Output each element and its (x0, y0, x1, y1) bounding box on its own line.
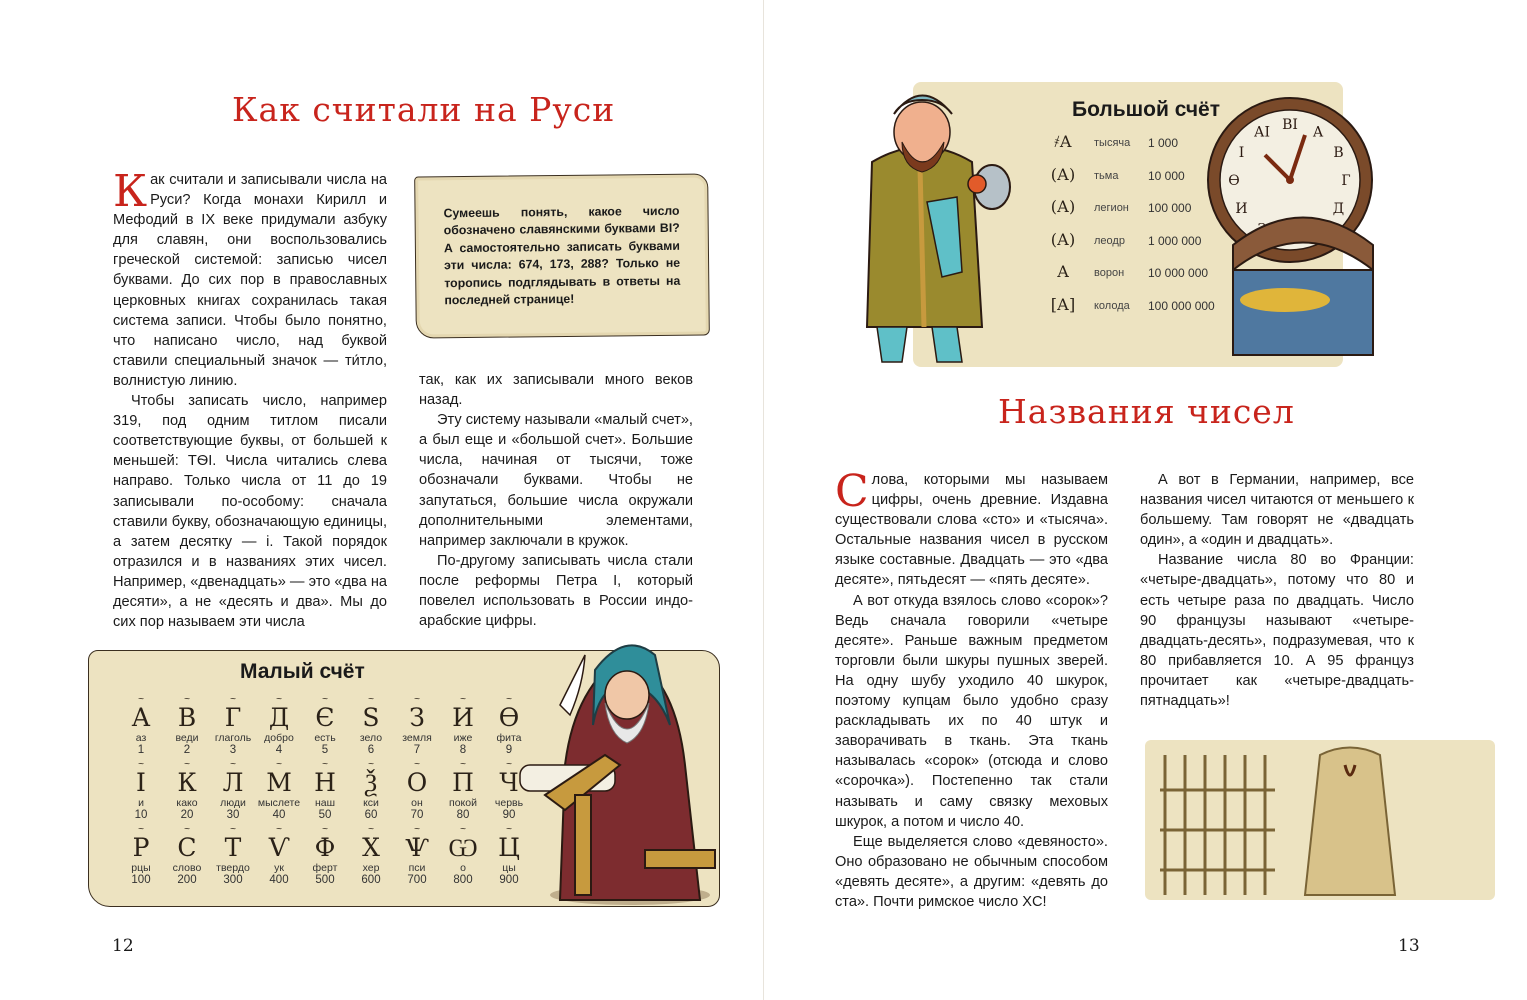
slavonic-letter: Л (222, 768, 244, 797)
dropcap-s: С (835, 466, 869, 517)
letter-name: и (138, 797, 144, 809)
letter-name: хер (362, 862, 380, 874)
titlo-mark: ~ (506, 759, 512, 770)
left-col1-paragraph-2: Чтобы записать число, например 319, под одним титлом писали соответствующие буквы, от большей к меньшей: ТѲІ. Числа читались слева направо. Только числа от 11 до 19 записывали по-особому: сначала ставили букву, обозначающую единицы, а затем десятку — і. Такой порядок отразился и в названиях этих чисел. Например, «двенадцать» — это «два на десяти», а не «десять и два». Мы до сих пор называем эти числа (113, 393, 387, 631)
slavonic-letter: S (362, 703, 380, 732)
titlo-mark: ~ (414, 824, 420, 835)
titlo-mark: ~ (184, 759, 190, 770)
slavonic-letter: Є (315, 703, 335, 732)
letter-value: 1 (137, 744, 145, 756)
slavonic-letter: Ф (314, 833, 336, 862)
right-col2-paragraph-1: А вот в Германии, например, все названия чисел читаются от меньшего к большему. Там говорят не «двадцать один», а «один и двадцать». (1140, 472, 1414, 549)
big-count-name: леодр (1094, 234, 1125, 247)
titlo-mark: ~ (276, 824, 282, 835)
right-col1-paragraph-3: Еще выделяется слово «девяносто». Оно образовано не обычным способом «девять десяте», а другим: «девять до ста». Почти римское число XC! (835, 833, 1108, 910)
titlo-mark: ~ (460, 824, 466, 835)
right-col2-paragraph-2: Название числа 80 во Франции: «четыре-двадцать», потому что 80 и есть четыре раза по двадцать. Число 90 французы называют «четыре-двадцать-десять», подразумевая, что к 80 прибавляется 10. А 95 француз прочитает как «четыре-двадцать-пятнадцать»! (1140, 552, 1414, 710)
titlo-mark: ~ (230, 694, 236, 705)
letter-value: 50 (318, 809, 332, 821)
letter-value: 600 (361, 874, 381, 886)
titlo-mark: ~ (414, 759, 420, 770)
letter-value: 2 (183, 744, 191, 756)
titlo-mark: ~ (230, 824, 236, 835)
titlo-mark: ~ (414, 694, 420, 705)
left-col2-paragraph-3: По-другому записывать числа стали после реформы Петра I, который повелел использовать в России индо-арабские цифры. (419, 552, 693, 630)
slavonic-letter: Ѳ (498, 703, 520, 732)
slavonic-letter: Д (268, 703, 290, 732)
big-count-name: тьма (1094, 169, 1119, 182)
letter-name: слово (172, 862, 202, 874)
big-count-name: ворон (1094, 267, 1125, 279)
letter-value: 200 (177, 874, 197, 886)
letter-value: 30 (226, 809, 240, 821)
titlo-mark: ~ (138, 694, 144, 705)
dropcap-k: К (113, 166, 148, 217)
letter-name: он (411, 797, 423, 809)
puzzle-note-parchment (414, 173, 710, 338)
letter-value: 800 (453, 874, 473, 886)
letter-value: 3 (229, 744, 237, 756)
titlo-mark: ~ (460, 694, 466, 705)
letter-name: како (176, 797, 198, 809)
big-count-symbol: (А) (1050, 229, 1076, 249)
left-col2-paragraph-1: так, как их записывали много веков назад. (419, 372, 693, 409)
big-count-symbol: (А) (1050, 197, 1076, 216)
titlo-mark: ~ (506, 694, 512, 705)
letter-name: пси (408, 862, 426, 874)
slavonic-letter: З (409, 703, 425, 732)
slavonic-letter: Р (132, 833, 150, 862)
titlo-mark: ~ (184, 824, 190, 835)
letter-name: кси (363, 797, 379, 809)
slavonic-letter: П (452, 768, 474, 797)
small-count-title: Малый счёт (240, 660, 365, 683)
letter-name: ферт (312, 862, 338, 874)
slavonic-letter: І (136, 768, 146, 797)
letter-name: червь (494, 797, 524, 809)
letter-name: есть (314, 732, 336, 744)
slavonic-letter: С (177, 833, 197, 862)
letter-value: 6 (367, 744, 375, 756)
merchant-illustration (832, 72, 1022, 372)
left-col2-paragraph-2: Эту систему называли «малый счет», а был еще и «большой счет». Большие числа, начиная от тысячи, тоже обозначали буквами. Чтобы не запутаться, большие числа окружали дополнительными элементами, например заключали в кружок. (419, 412, 693, 549)
letter-name: иже (453, 732, 473, 744)
page-number-left: 12 (112, 936, 134, 956)
letter-name: цы (502, 862, 516, 874)
big-count-symbol: ҂А (1054, 132, 1072, 151)
slavonic-letter: Т (224, 833, 242, 862)
titlo-mark: ~ (184, 694, 190, 705)
letter-name: рцы (131, 862, 151, 874)
titlo-mark: ~ (322, 694, 328, 705)
letter-value: 20 (180, 809, 194, 821)
letter-name: аз (135, 732, 147, 744)
left-column-1 (113, 166, 387, 632)
slavonic-letter: Ц (498, 833, 520, 862)
slavonic-letter: А (131, 703, 151, 732)
letter-value: 400 (269, 874, 289, 886)
slavonic-letter: Х (362, 833, 380, 862)
titlo-mark: ~ (276, 694, 282, 705)
letter-name: глаголь (214, 732, 252, 744)
big-count-name: колода (1094, 299, 1130, 312)
clock-numeral: АІ (1253, 124, 1271, 141)
letter-name: мыслете (257, 797, 301, 809)
letter-value: 300 (223, 874, 243, 886)
clock-numeral: В (1333, 145, 1344, 161)
big-count-value: 100 000 000 (1148, 298, 1215, 313)
letter-name: твердо (216, 862, 250, 874)
clock-numeral: І (1238, 145, 1245, 161)
letter-name: веди (175, 732, 199, 744)
titlo-mark: ~ (460, 759, 466, 770)
letter-value: 5 (321, 744, 329, 756)
letter-value: 70 (410, 809, 424, 821)
letter-name: о (460, 862, 466, 874)
clock-numeral: ВІ (1282, 117, 1298, 133)
slavonic-letter: Ч (499, 768, 519, 797)
slavonic-letter: И (452, 703, 474, 732)
letter-value: 100 (131, 874, 151, 886)
letter-name: зело (359, 732, 383, 744)
clock-numeral: Г (1341, 173, 1351, 189)
letter-name: ук (274, 862, 284, 874)
page-title-right: Названия чисел (998, 392, 1295, 431)
clock-numeral: А (1312, 124, 1324, 141)
titlo-mark: ~ (322, 759, 328, 770)
big-count-symbol: (А) (1050, 164, 1076, 184)
titlo-mark: ~ (322, 824, 328, 835)
right-col1-paragraph-2: А вот откуда взялось слово «сорок»? Ведь сначала говорили «четыре десяте». Раньше важным предметом торговли были шкуры пушных зверей. На одну шубу уходило 40 шкурок, поэтому купцам было удобно сразу раскладывать их по 40 штук и заворачивать в ткань. Эта ткань называлась «сорок» (отсюда и слово «сорочка»). Постепенно так стали называть и саму связку меховых шкурок, а потом и число 40. (835, 592, 1108, 830)
fur-pelts-illustration (1150, 735, 1420, 905)
letter-value: 4 (275, 744, 283, 756)
letter-value: 500 (315, 874, 335, 886)
slavonic-letter: Ѱ (405, 833, 429, 862)
big-count-symbol: А (1056, 262, 1070, 281)
slavonic-letter: Г (224, 703, 242, 732)
big-count-value: 100 000 (1148, 201, 1192, 215)
clock-numeral: Ѳ (1228, 173, 1240, 189)
right-column-2 (1140, 470, 1414, 711)
letter-name: покой (449, 797, 477, 809)
letter-value: 10 (134, 809, 148, 821)
slavonic-letter: Ѡ (448, 833, 478, 862)
slavonic-letter: Н (314, 768, 336, 797)
letter-value: 7 (413, 744, 421, 756)
right-col1-paragraph-1: лова, которыми мы называем цифры, очень древние. Издавна существовали слова «сто» и «тысяча». Остальные названия чисел в русском языке составные. Двадцать — это «два десяте», пятьдесят — «пять десяте». (835, 472, 1108, 589)
big-count-name: легион (1094, 202, 1129, 214)
left-col1-paragraph-1: ак считали и записывали числа на Руси? Когда монахи Кирилл и Мефодий в IX веке придумали азбуку для славян, они воспользовались греческой системой: записью чисел буквами. До сих пор в православных церковных книгах сохранилась такая система записи. Чтобы было понятно, что написано число, над буквой ставили специальный значок — ти́тло, волнистую линию. (113, 172, 387, 389)
letter-name: фита (496, 732, 522, 744)
slavonic-letter: М (266, 768, 292, 797)
left-column-2 (419, 370, 693, 631)
titlo-mark: ~ (368, 694, 374, 705)
letter-value: 90 (502, 809, 516, 821)
page-title-left: Как считали на Руси (232, 90, 616, 129)
clock-numeral: Д (1332, 201, 1345, 217)
titlo-mark: ~ (276, 759, 282, 770)
letter-value: 8 (459, 744, 467, 756)
letter-value: 80 (456, 809, 470, 821)
big-count-value: 10 000 (1148, 168, 1185, 183)
letter-name: наш (314, 797, 336, 809)
letter-name: земля (402, 732, 432, 744)
slavonic-letter: Ѵ (268, 833, 290, 862)
slavonic-letter: В (177, 703, 197, 732)
slavonic-letter: Ѯ (364, 768, 378, 797)
clock-numeral: И (1235, 201, 1248, 217)
slavonic-letter: О (406, 768, 428, 797)
letter-value: 60 (364, 809, 378, 821)
letter-name: добро (264, 732, 294, 744)
monk-scribe-illustration (505, 615, 740, 915)
titlo-mark: ~ (368, 759, 374, 770)
letter-value: 700 (407, 874, 427, 886)
letter-name: люди (220, 797, 246, 809)
big-count-value: 1 000 (1148, 136, 1179, 150)
big-count-name: тысяча (1094, 137, 1131, 149)
titlo-mark: ~ (138, 824, 144, 835)
titlo-mark: ~ (368, 824, 374, 835)
slavonic-letter: К (177, 768, 197, 797)
titlo-mark: ~ (506, 824, 512, 835)
big-count-value: 10 000 000 (1148, 266, 1209, 280)
letter-value: 9 (505, 744, 513, 756)
letter-value: 900 (499, 874, 519, 886)
clock-and-chest-illustration (1205, 95, 1405, 370)
letter-value: 40 (272, 809, 286, 821)
titlo-mark: ~ (230, 759, 236, 770)
titlo-mark: ~ (138, 759, 144, 770)
page-number-right: 13 (1398, 936, 1420, 956)
right-column-1 (835, 466, 1108, 912)
puzzle-note-text: Сумеешь понять, какое число обозначено славянскими буквами ВІ? А самостоятельно записать буквами эти числа: 674, 173, 288? Только не торопись подглядывать в ответы на последней странице! (443, 203, 681, 308)
big-count-title: Большой счёт (1072, 98, 1221, 121)
big-count-value: 1 000 000 (1148, 233, 1202, 248)
big-count-symbol: [А] (1050, 294, 1076, 314)
